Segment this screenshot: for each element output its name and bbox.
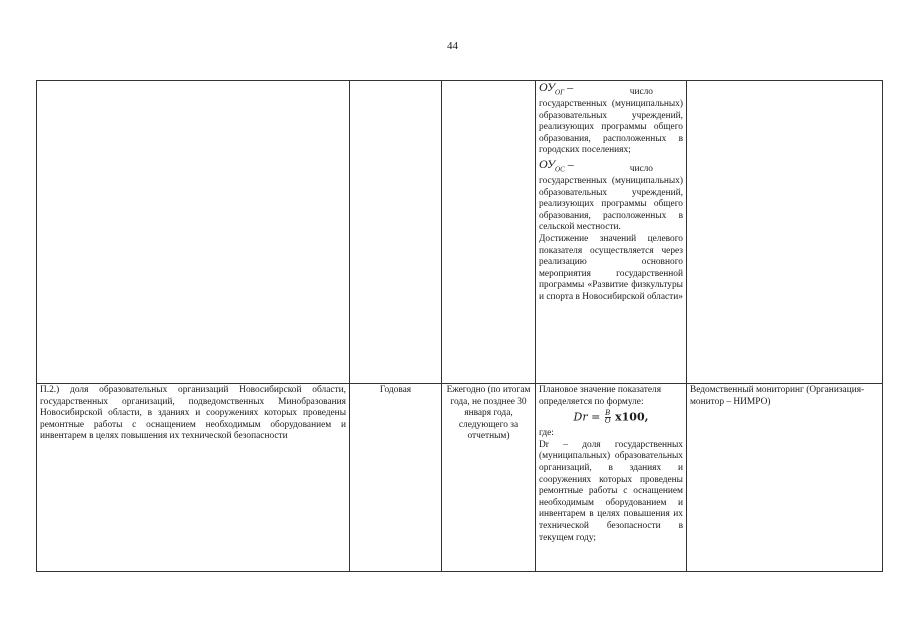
- method-cell: [536, 81, 687, 384]
- dr-formula: Dr = $\frac{B}{O}$ x100,: [573, 409, 649, 426]
- ou-og-description: государственных (муниципальных) образовательных учреждений, реализующих программы общего образования, расположенных в городских поселениях;: [539, 98, 683, 156]
- periodicity-cell: Годовая: [350, 384, 442, 572]
- table-row: [37, 81, 883, 384]
- source-cell: Ведомственный мониторинг (Организация-монитор – НИМРО): [687, 384, 883, 572]
- indicator-cell: [37, 81, 350, 384]
- method-cell: [536, 384, 687, 572]
- deadline-cell: [442, 81, 536, 384]
- periodicity-cell: [350, 81, 442, 384]
- indicator-cell: П.2.) доля образовательных организаций Новосибирской области, государственных организаций, подведомственных Минобразования Новосибирской области, в зданиях и сооружениях которых проведены ремонтные работы с оснащением необходимым оборудованием и инвентарем в целях повышения их технической безопасности: [37, 384, 350, 572]
- deadline-cell: Ежегодно (по итогам года, не позднее 30 января года, следующего за отчетным): [442, 384, 536, 572]
- formula-where: где:: [539, 428, 554, 439]
- formula-intro: Плановое значение показателя определяется по формуле:: [539, 385, 662, 407]
- dr-definition: Dr – доля государственных (муниципальных) образовательных организаций, в зданиях и сооружениях которых проведены ремонтные работы с оснащением необходимым оборудованием и инвентарем в целях повышения их технической безопасности в текущем году;: [539, 439, 683, 543]
- indicator-table: [36, 80, 883, 572]
- ou-os-description: государственных (муниципальных) образовательных учреждений, реализующих программы общего образования, расположенных в сельской местности.: [539, 175, 683, 233]
- page-number: 44: [447, 40, 458, 52]
- formula-fraction: $\frac{B}{O}$: [604, 409, 611, 426]
- achievement-text: Достижение значений целевого показателя осуществляется через реализацию основного мероприятия государственной программы «Развитие физкультуры и спорта в Новосибирской области»: [539, 233, 683, 302]
- source-cell: [687, 81, 883, 384]
- ou-og-term: $ОУ_{ОГ}$ – число: [539, 80, 653, 98]
- table-row: [37, 384, 883, 572]
- ou-os-term: $ОУ_{ОС}$ – число: [539, 156, 653, 175]
